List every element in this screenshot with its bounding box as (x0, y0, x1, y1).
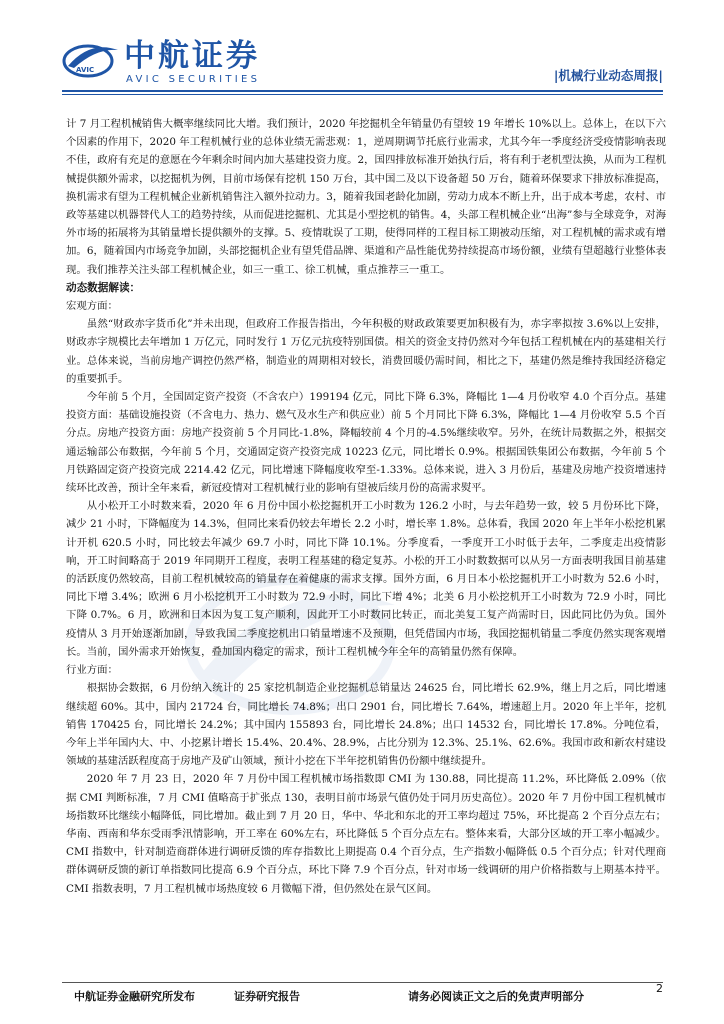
logo-text: AVIC (76, 66, 95, 74)
page-header (0, 0, 724, 110)
footer-disclaimer: 请务必阅读正文之后的免责声明部分 (408, 990, 584, 1003)
brand-name-en: AVIC SECURITIES (126, 74, 261, 85)
paragraph-komatsu-hours: 从小松开工小时数来看，2020 年 6 月份中国小松挖掘机开工小时数为 126.2 小时，与去年趋势一致，较 5 月份环比下降，减少 21 小时，下降幅度为 14.3%，但同比来看仍较去年增长 2.2 小时，增长率 1.8%。总体看，我国 2020 年上半年小松挖机累计开机 620.5 小时，同比较去年减少 69.7 小时，同比下降 10.1%。分季度看，一季度开工小时低于去年，二季度走出疫情影响，开工时间略高于 2019 年同期开工程度，表明工程基建的稳定复苏。小松的开工小时数数据可以从另一方面表明我国目前基建的活跃度仍然较高，目前工程机械较高的销量存在着健康的需求支撑。国外方面，6 月日本小松挖掘机开工小时数为 52.6 小时，同比下增 3.4%；欧洲 6 月小松挖机开工小时数为 72.9 小时，同比下增 4%；北美 6 月小松挖机开工小时数为 72.9 小时，同比下降 0.7%。6 月，欧洲和日本因为复工复产顺利，因此开工小时数同比转正，而北美复工复产尚需时日，因此同比仍为负。国外疫情从 3 月开始逐渐加剧，导致我国二季度挖机出口销量增速不及预期，但凭借国内市场，我国挖掘机销量二季度仍然实现客观增长。当前，国外需求开始恢复，叠加国内稳定的需求，预计工程机械今年全年的高销量仍然有保障。 (66, 500, 666, 658)
paragraph-outlook: 计 7 月工程机械销售大概率继续同比大增。我们预计，2020 年挖掘机全年销量仍有望较 19 年增长 10%以上。总体上，在以下六个因素的作用下，2020 年工程机械行业的总体业绩无需悲观：1，逆周期调节托底行业需求，尤其今年一季度经济受疫情影响表现不佳，政府有充足的意愿在今年剩余时间内加大基建投资力度。2，国四排放标准开始执行后，将有利于老机型汰换，从而为工程机械提供额外需求，以挖掘机为例，目前市场保有挖机 150 万台，其中国二及以下设备超 50 万台，随着环保要求下排放标准提高，换机需求有望为工程机械企业新机销售注入额外拉动力。3，随着我国老龄化加剧，劳动力成本不断上升，出于成本考虑，农村、市政等基建以机器替代人工的趋势持续，从而促进挖掘机、尤其是小型挖机的销售。4，头部工程机械企业“出海”参与全球竞争，对海外市场的拓展将为其销量增长提供额外的支撑。5、疫情耽误了工期，使得同样的工程目标工期被动压缩，对工程机械的需求或有增加。6，随着国内市场竞争加剧，头部挖掘机企业有望凭借品牌、渠道和产品性能优势持续提高市场份额，业绩有望超越行业整体表现。我们推荐关注头部工程机械企业，如三一重工、徐工机械，重点推荐三一重工。 (66, 118, 666, 276)
footer-publisher: 中航证券金融研究所发布 (74, 990, 195, 1003)
paragraph-cmi-index: 2020 年 7 月 23 日，2020 年 7 月份中国工程机械市场指数即 CMI 为 130.88，同比提高 11.2%，环比降低 2.09%（依据 CMI 判断标准，7 月 CMI 值略高于扩张点 130，表明目前市场景气值仍处于同月历史高位）。2020 年 7 月份中国工程机械市场指数环比继续小幅降低，同比增加。截止到 7 月 20 日，华中、华北和东北的开工率均超过 75%，环比提高 2 个百分点左右；华南、西南和华东受雨季汛情影响，开工率在 60%左右，环比降低 5 个百分点左右。整体来看，大部分区域的开工率小幅减少。CMI 指数中，针对制造商群体进行调研反馈的库存指数比上期提高 0.4 个百分点，生产指数小幅降低 0.5 个百分点；针对代理商群体调研反馈的新订单指数同比提高 6.9 个百分点，环比下降 7.9 个百分点，针对市场一线调研的用户价格指数与上期基本持平。CMI 指数表明，7 月工程机械市场热度较 6 月微幅下滑，但仍然处在景气区间。 (66, 773, 666, 895)
page-footer (62, 982, 663, 1012)
header-divider-thin (62, 94, 663, 95)
avic-logo-icon (62, 42, 120, 78)
subheading-macro: 宏观方面： (66, 300, 118, 313)
brand-name-cn: 中航证券 (124, 38, 260, 74)
report-body (66, 115, 666, 898)
header-divider (62, 90, 663, 92)
paragraph-fixed-asset-investment: 今年前 5 个月，全国固定资产投资（不含农户）199194 亿元，同比下降 6.3%，降幅比 1—4 月份收窄 4.0 个百分点。基建投资方面：基础设施投资（不含电力、热力、燃气及水生产和供应业）前 5 个月同比下降 6.3%，降幅比 1—4 月份收窄 5.5 个百分点。房地产投资方面：房地产投资前 5 个月同比-1.8%，降幅较前 4 个月的-4.5%继续收窄。另外，在统计局数据之外，根据交通运输部公布数据，今年前 5 个月，交通固定资产投资完成 10223 亿元，同比增长 0.9%。根据国铁集团公布数据，今年前 5 个月铁路固定资产投资完成 2214.42 亿元，同比增速下降幅度收窄至-1.33%。总体来说，进入 3 月份后，基建及房地产投资增速持续环比改善，预计全年来看，新冠疫情对工程机械行业的影响有望被后续月份的高需求熨平。 (66, 391, 666, 495)
paragraph-fiscal-policy: 虽然“财政赤字货币化”并未出现，但政府工作报告指出，今年积极的财政政策要更加积极有为，赤字率拟按 3.6%以上安排，财政赤字规模比去年增加 1 万亿元，同时发行 1 万亿元抗疫特别国债。相关的资金支持仍然对今年包括工程机械在内的基建相关行业。总体来说，当前房地产调控仍然严格，制造业的周期相对较长，消费回暖仍需时间，相比之下，基建仍然是维持我国经济稳定的重要抓手。 (66, 318, 666, 385)
subheading-industry: 行业方面： (66, 664, 118, 677)
page-number: 2 (656, 982, 663, 995)
report-category: |机械行业动态周报| (553, 68, 663, 83)
paragraph-excavator-sales: 根据协会数据，6 月份纳入统计的 25 家挖机制造企业挖掘机总销量达 24625 台，同比增长 62.9%，继上月之后，同比增速继续超 60%。其中，国内 21724 台，同比增长 74.8%；出口 2901 台，同比增长 7.64%，增速超上月。2020 年上半年，挖机销售 170425 台，同比增长 24.2%；其中国内 155893 台，同比增长 24.8%；出口 14532 台，同比增长 17.8%。分吨位看，今年上半年国内大、中、小挖累计增长 15.4%、20.4%、28.9%，占比分别为 12.3%、25.1%、62.6%。我国市政和新农村建设领域的基建活跃程度高于房地产及矿山领域，预计小挖在下半年挖机销售仍份额中继续提升。 (66, 682, 666, 768)
footer-report-type: 证券研究报告 (234, 990, 300, 1003)
section-heading-dynamic-data: 动态数据解读： (66, 281, 141, 294)
footer-divider (62, 982, 663, 983)
